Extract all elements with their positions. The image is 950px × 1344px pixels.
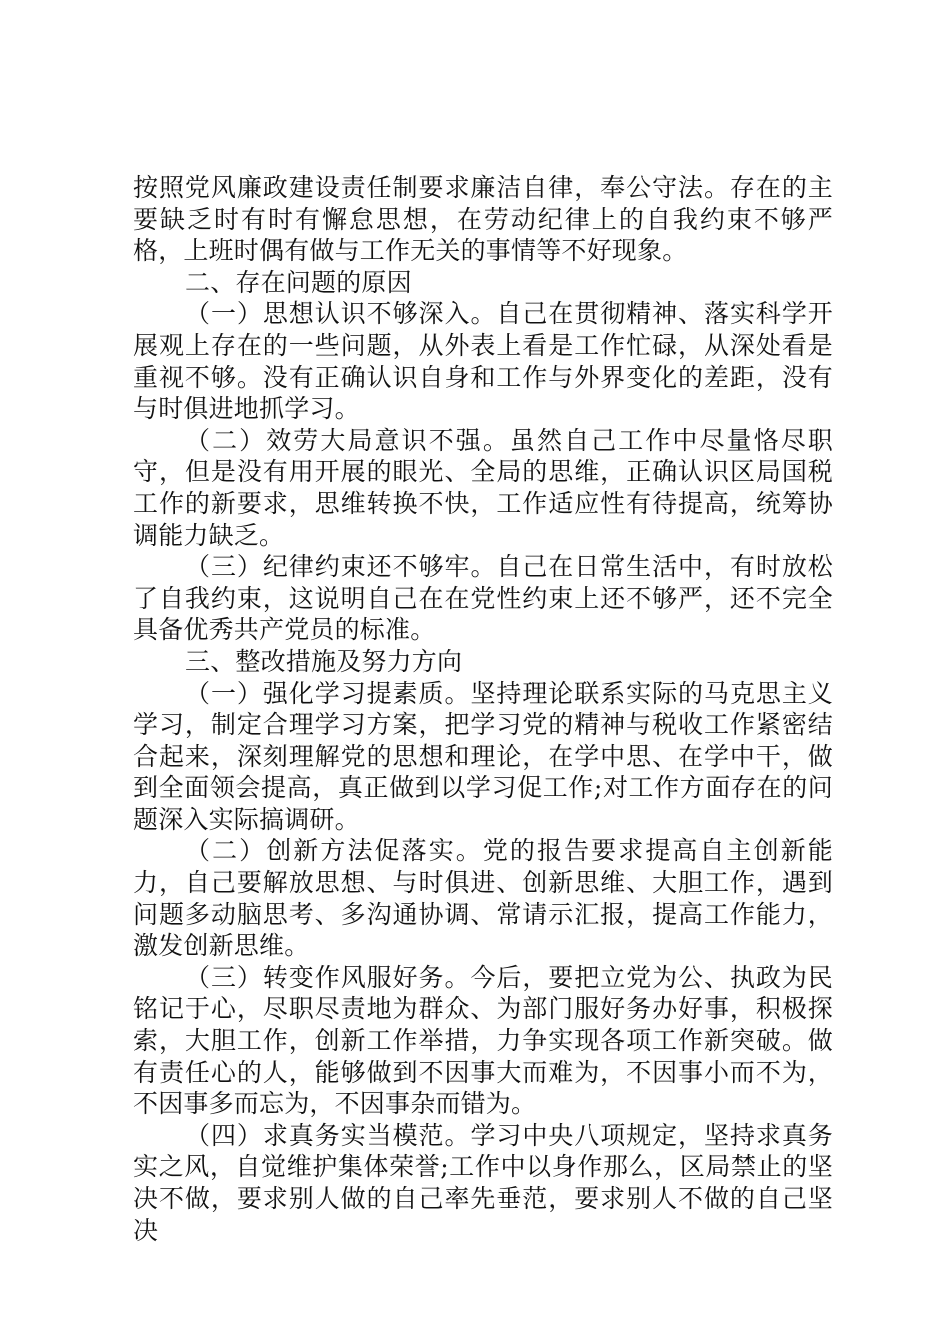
section-heading-measures: 三、整改措施及努力方向 <box>185 646 463 676</box>
paragraph-cause-discipline: （三）纪律约束还不够牢。自己在日常生活中，有时放松了自我约束，这说明自己在在党性约束上还不够严，还不完全具备优秀共产党员的标准。 <box>133 552 833 645</box>
paragraph-self-discipline: 按照党风廉政建设责任制要求廉洁自律，奉公守法。存在的主要缺乏时有时有懈怠思想，在劳动纪律上的自我约束不够严格，上班时偶有做与工作无关的事情等不好现象。 <box>133 173 833 266</box>
document-body <box>133 172 833 1246</box>
paragraph-measure-study: （一）强化学习提素质。坚持理论联系实际的马克思主义学习，制定合理学习方案，把学习党的精神与税收工作紧密结合起来，深刻理解党的思想和理论，在学中思、在学中干，做到全面领会提高，真正做到以学习促工作;对工作方面存在的问题深入实际搞调研。 <box>133 678 833 834</box>
paragraph-cause-service: （二）效劳大局意识不强。虽然自己工作中尽量恪尽职守，但是没有用开展的眼光、全局的思维，正确认识区局国税工作的新要求，思维转换不快，工作适应性有待提高，统筹协调能力缺乏。 <box>133 425 833 550</box>
section-heading-causes: 二、存在问题的原因 <box>185 267 412 297</box>
paragraph-measure-innovation: （二）创新方法促落实。党的报告要求提高自主创新能力，自己要解放思想、与时俱进、创新思维、大胆工作，遇到问题多动脑思考、多沟通协调、常请示汇报，提高工作能力，激发创新思维。 <box>133 836 833 961</box>
paragraph-measure-style: （三）转变作风服好务。今后，要把立党为公、执政为民铭记于心，尽职尽责地为群众、为部门服好务办好事，积极探索，大胆工作，创新工作举措，力争实现各项工作新突破。做有责任心的人，能够做到不因事大而难为，不因事小而不为，不因事多而忘为，不因事杂而错为。 <box>133 962 833 1119</box>
paragraph-cause-thinking: （一）思想认识不够深入。自己在贯彻精神、落实科学开展观上存在的一些问题，从外表上看是工作忙碌，从深处看是重视不够。没有正确认识自身和工作与外界变化的差距，没有与时俱进地抓学习。 <box>133 299 833 424</box>
paragraph-measure-model: （四）求真务实当模范。学习中央八项规定，坚持求真务实之风，自觉维护集体荣誉;工作中以身作那么，区局禁止的坚决不做，要求别人做的自己率先垂范，要求别人不做的自己坚决 <box>133 1120 833 1245</box>
